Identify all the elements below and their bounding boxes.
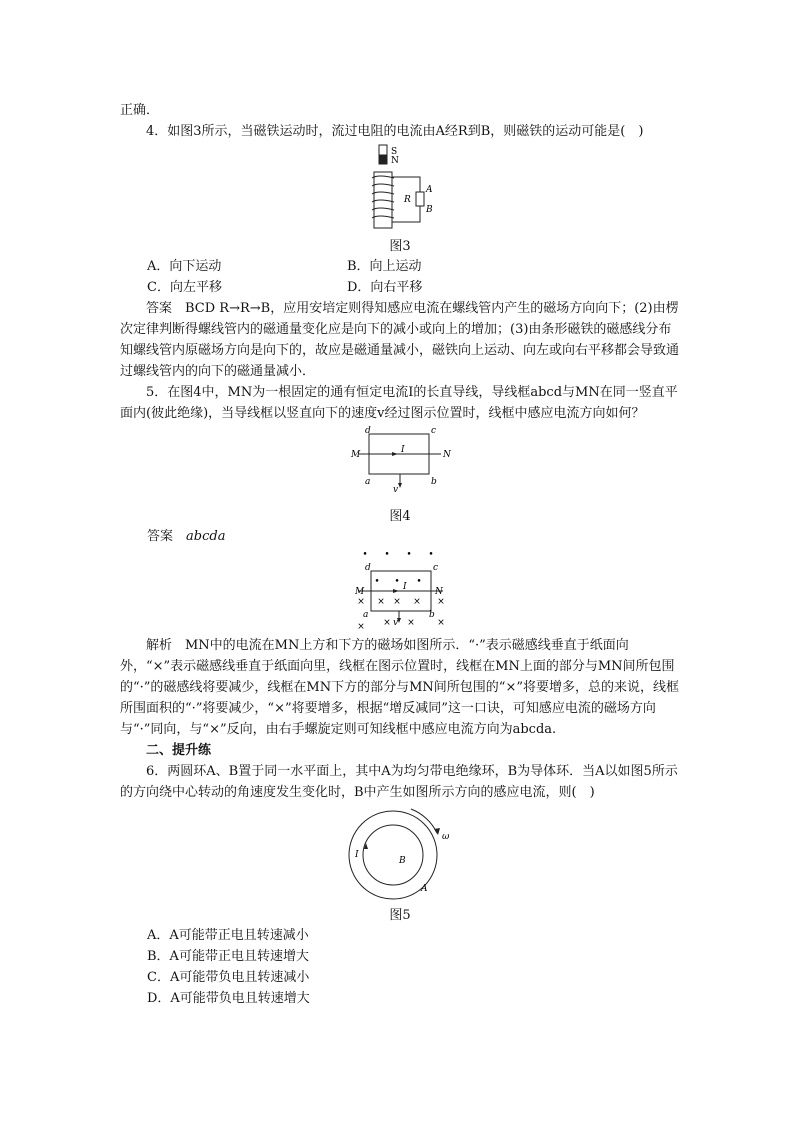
label-a: A	[426, 185, 433, 195]
q6-options	[120, 925, 680, 1009]
q6-option-a: A．A可能带正电且转速减小	[147, 928, 309, 943]
q4-option-b: B．向上运动	[347, 259, 422, 274]
wire-top	[392, 177, 420, 192]
fig5-label-a: A	[421, 884, 428, 894]
omega-arrow	[434, 828, 440, 835]
q4-answer: 答案 BCD R→R→B，应用安培定则得知感应电流在螺线管内产生的磁场方向向下；(2)由楞次定律判断得螺线管内的磁通量变化应是向下的减小或向上的增加；(3)由条形磁铁的磁感线分布知螺线管内原磁场方向是向下的，故应是磁通量减小，磁铁向上运动、向左或向右平移都会导致通过螺线管内的向下的磁通量减小．	[120, 301, 680, 379]
q4-options	[120, 256, 680, 298]
figure-4	[120, 426, 680, 506]
label-s: S	[391, 147, 398, 157]
q4-option-a: A．向下运动	[147, 259, 222, 274]
fig5-label-i: I	[355, 850, 359, 860]
q6-stem: 6．两圆环A、B置于同一水平面上，其中A为均匀带电绝缘环，B为导体环．当A以如图5所示的方向绕中心转动的角速度发生变化时，B中产生如图所示方向的感应电流，则( )	[120, 764, 678, 800]
q4-option-c: C．向左平移	[147, 280, 222, 295]
svg-text:•: •	[394, 577, 400, 587]
fig4-label-v: v	[393, 485, 399, 495]
label-n: N	[391, 156, 399, 166]
svg-text:×: ×	[413, 597, 421, 607]
section-title: 二、提升练	[146, 743, 212, 758]
svg-text:×: ×	[357, 597, 365, 607]
svg-text:×: ×	[383, 618, 391, 628]
field-label-n: N	[435, 587, 443, 597]
q5-answer	[120, 526, 680, 547]
figure-4-caption: 图4	[389, 509, 411, 524]
label-b: B	[426, 205, 433, 215]
figure-3-caption: 图3	[389, 239, 411, 254]
svg-text:•: •	[416, 577, 422, 587]
magnet-north	[379, 155, 387, 164]
field-label-c: c	[433, 563, 439, 573]
fig4-label-d: d	[365, 426, 371, 436]
document-page	[120, 100, 680, 1009]
q5-answer-value: abcda	[186, 529, 226, 544]
fig5-label-omega: ω	[442, 832, 450, 842]
current-arrow	[392, 452, 398, 456]
field-label-d: d	[365, 563, 371, 573]
figure-3	[120, 144, 680, 236]
q5-analysis: 解析 MN中的电流在MN上方和下方的磁场如图所示．“·”表示磁感线垂直于纸面向外，“×”表示磁感线垂直于纸面向里，线框在图示位置时，线框在MN上面的部分与MN间所包围的“·”的磁感线将要减少，线框在MN下方的部分与MN间所包围的“×”将要增多，总的来说，线框所围面积的“·”将要减少，“×”将要增多，根据“增反减同”这一口诀，可知感应电流的磁场方向与“·”同向，与“×”反向，由右手螺旋定则可知线框中感应电流方向为abcda.	[120, 638, 679, 737]
wire-bottom	[392, 206, 420, 222]
svg-text:×: ×	[437, 618, 445, 628]
fig4-label-m: M	[351, 450, 361, 460]
svg-text:×: ×	[437, 597, 445, 607]
intro-line: 正确．	[120, 103, 160, 118]
svg-text:×: ×	[357, 622, 365, 632]
figure-5-caption: 图5	[389, 908, 411, 923]
q6-option-d: D．A可能带负电且转速增大	[147, 991, 310, 1006]
magnetic-field-diagram	[345, 549, 455, 633]
ring-b	[363, 825, 423, 885]
field-label-i: I	[403, 582, 407, 592]
q4-stem: 4．如图3所示，当磁铁运动时，流过电阻的电流由A经R到B，则磁铁的运动可能是( )	[146, 124, 644, 139]
rings-diagram	[345, 805, 455, 905]
q4-option-d: D．向右平移	[347, 280, 423, 295]
svg-text:×: ×	[377, 597, 385, 607]
field-current-arrow	[393, 589, 399, 593]
fig4-label-n: N	[443, 450, 451, 460]
dot-marks	[362, 550, 433, 587]
label-r: R	[404, 195, 411, 205]
omega-arc	[411, 809, 437, 833]
q5-stem: 5．在图4中，MN为一根固定的通有恒定电流I的长直导线，导线框abcd与MN在同一竖直平面内(彼此绝缘)，当导线框以竖直向下的速度v经过图示位置时，线框中感应电流方向如何？	[120, 385, 678, 421]
figure-field	[120, 549, 680, 633]
q5-answer-label: 答案	[147, 529, 174, 544]
svg-text:•: •	[362, 550, 368, 560]
fig4-label-a: a	[365, 477, 371, 487]
svg-text:•: •	[428, 550, 434, 560]
field-label-v: v	[393, 618, 399, 628]
fig4-label-b: b	[431, 477, 437, 487]
fig4-label-c: c	[431, 426, 437, 436]
figure-5	[120, 805, 680, 905]
fig4-label-i: I	[401, 445, 405, 455]
svg-text:•: •	[406, 550, 412, 560]
velocity-arrow	[398, 483, 402, 488]
solenoid-coils	[372, 176, 394, 218]
magnet-south	[379, 145, 387, 155]
field-label-m: M	[355, 587, 365, 597]
solenoid-diagram	[360, 144, 440, 236]
wire-frame-diagram	[345, 426, 455, 506]
resistor	[416, 192, 424, 206]
svg-text:×: ×	[407, 618, 415, 628]
fig5-label-b: B	[399, 856, 406, 866]
svg-text:•: •	[384, 550, 390, 560]
field-label-b: b	[429, 610, 435, 620]
field-label-a: a	[363, 610, 369, 620]
q6-option-b: B．A可能带正电且转速增大	[147, 949, 309, 964]
svg-text:×: ×	[393, 597, 401, 607]
svg-text:•: •	[374, 577, 380, 587]
q6-option-c: C．A可能带负电且转速减小	[147, 970, 310, 985]
